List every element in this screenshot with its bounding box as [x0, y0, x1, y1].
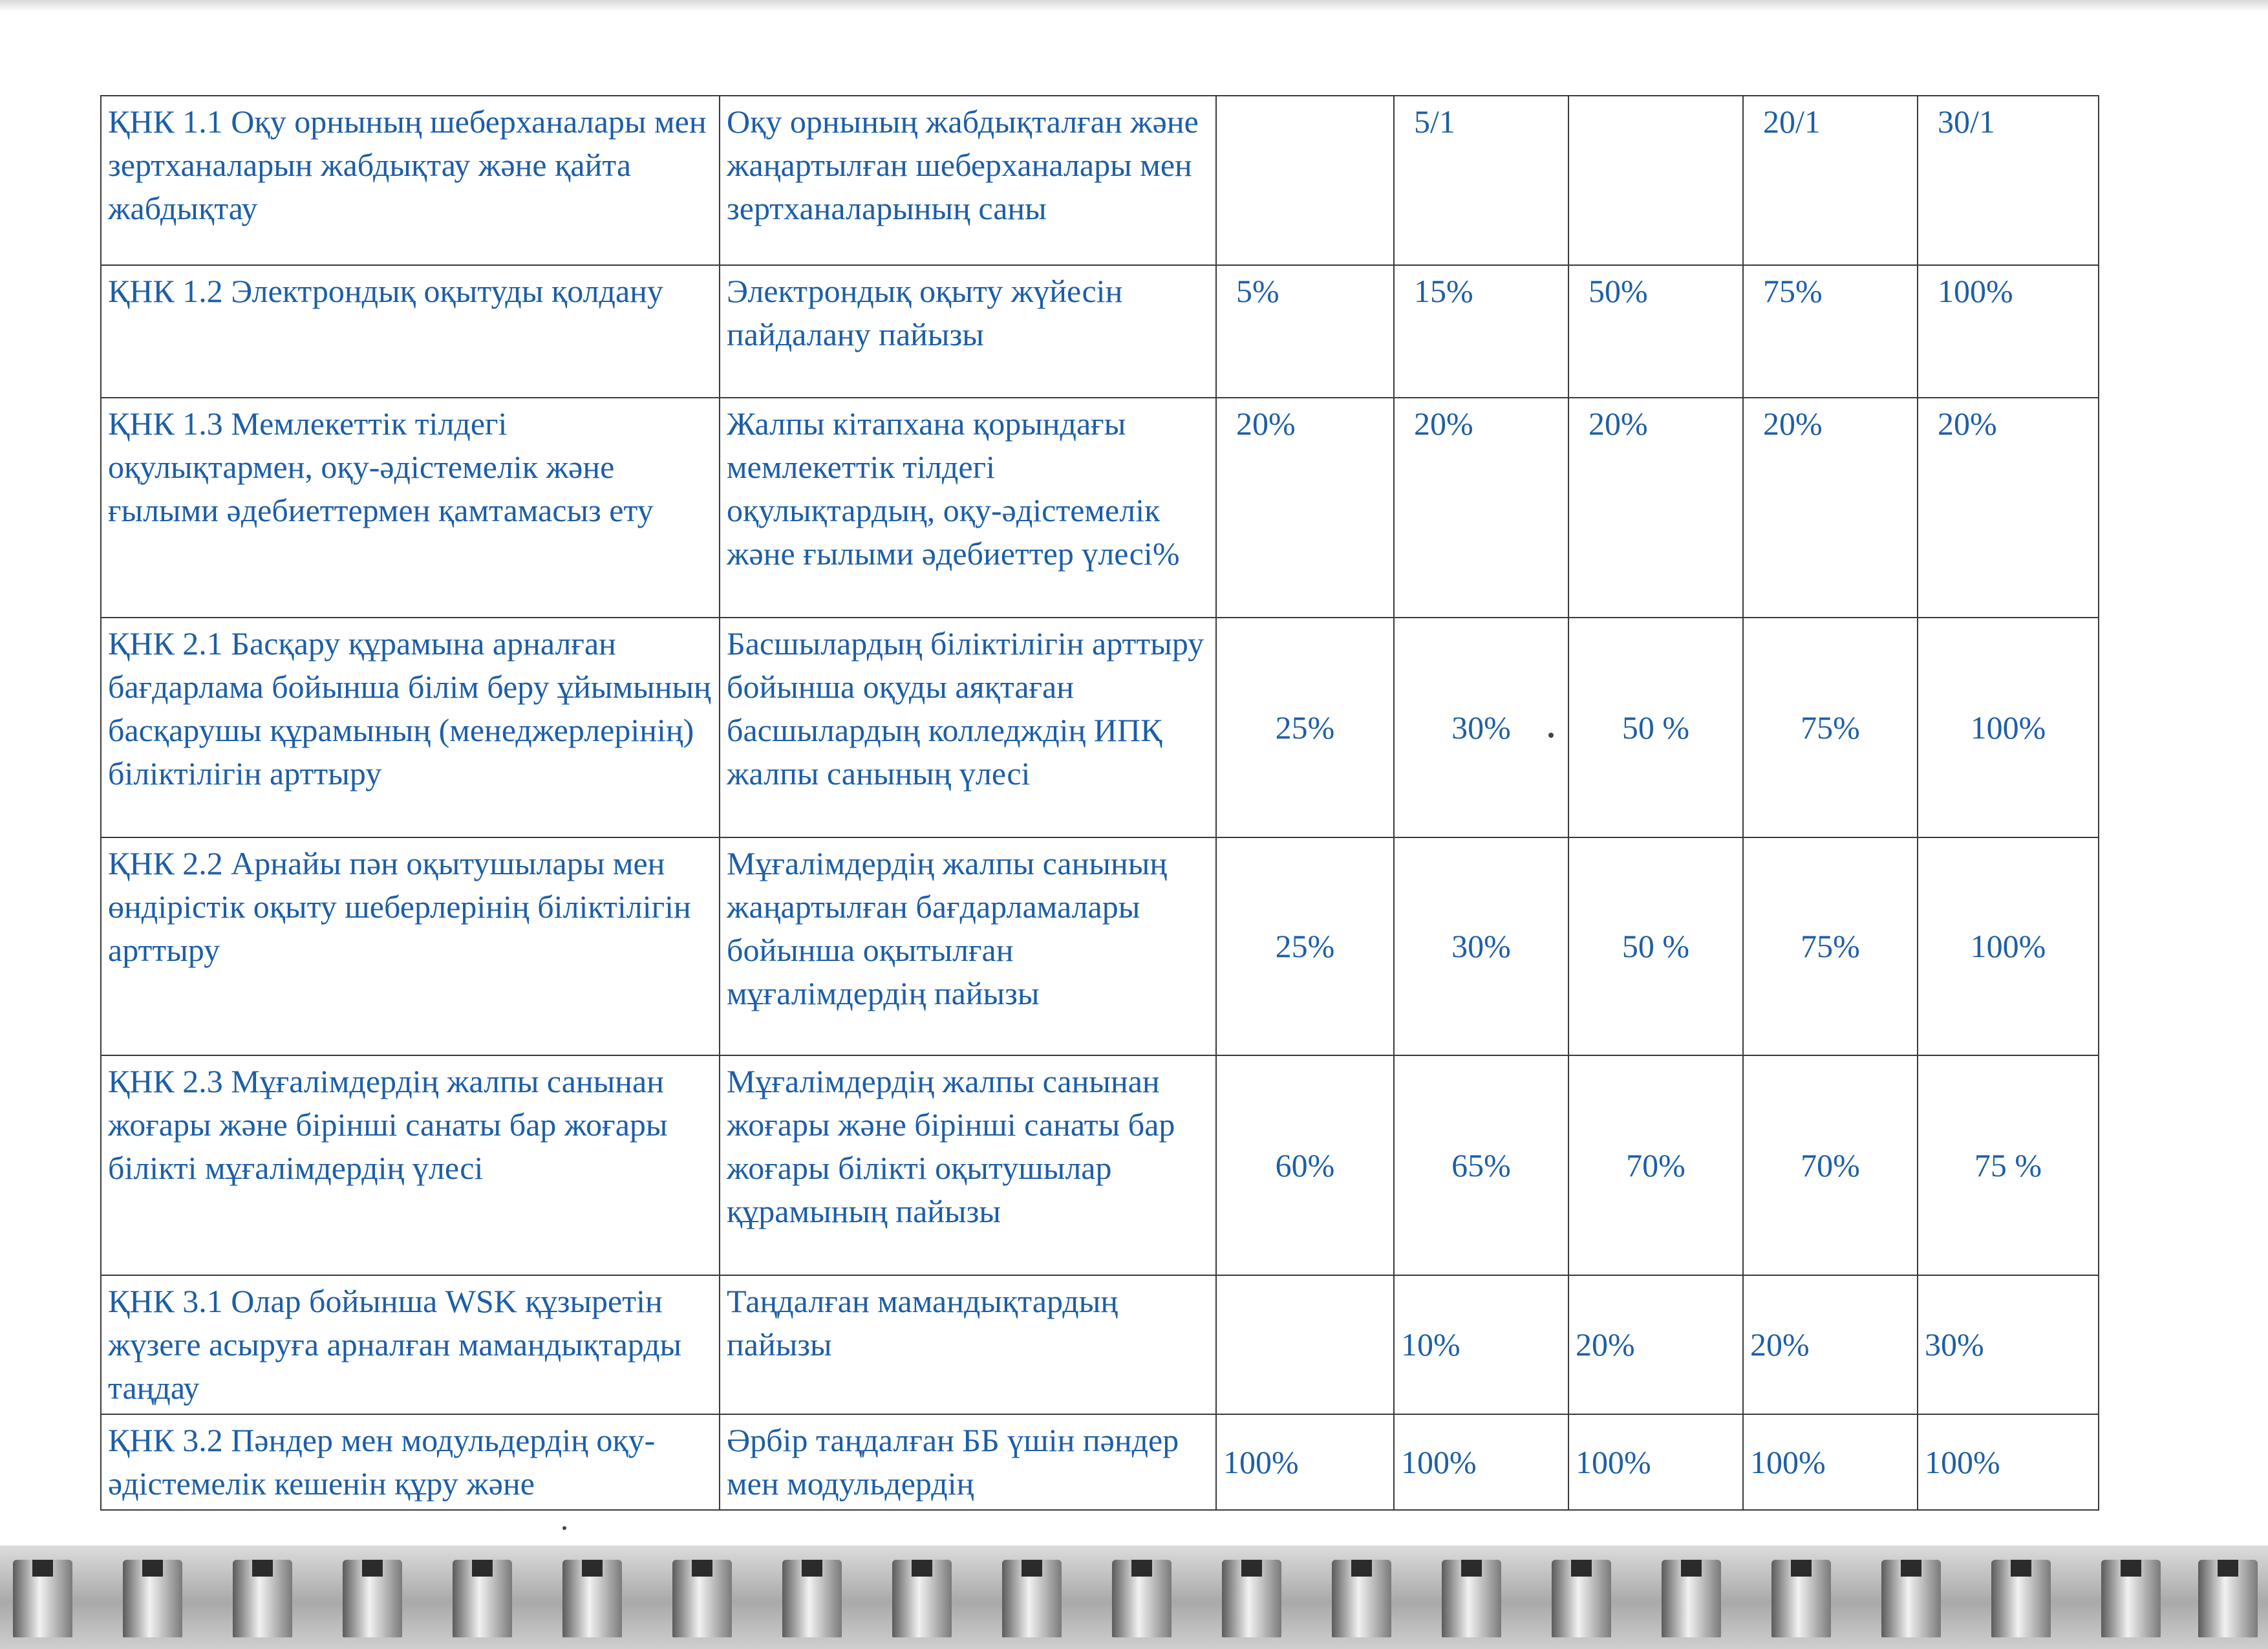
- value-cell: 100%: [1918, 265, 2099, 398]
- value-cell: 60%: [1216, 1055, 1394, 1275]
- table-row: [101, 398, 2099, 618]
- value-cell: 20/1: [1743, 96, 1918, 265]
- binding-ring: [1991, 1560, 2051, 1637]
- value-cell: 20%: [1743, 398, 1918, 618]
- binding-ring: [233, 1560, 292, 1637]
- value-cell: 50%: [1568, 265, 1743, 398]
- measure-cell: Әрбір таңдалған ББ үшін пәндер мен модульдердің: [720, 1414, 1216, 1510]
- indicator-cell: ҚНК 2.2 Арнайы пән оқытушылары мен өндірістік оқыту шеберлерінің біліктілігін арттыру: [101, 837, 720, 1055]
- table-row: [101, 618, 2099, 837]
- value-cell: 70%: [1743, 1055, 1918, 1275]
- indicator-cell: ҚНК 3.1 Олар бойынша WSK құзыретін жүзеге асыруға арналған мамандықтарды таңдау: [101, 1275, 720, 1414]
- binding-ring: [782, 1560, 842, 1637]
- indicator-cell: ҚНК 1.2 Электрондық оқытуды қолдану: [101, 265, 720, 398]
- table-row: [101, 1414, 2099, 1510]
- value-cell: 25%: [1216, 618, 1394, 837]
- value-cell: 100%: [1568, 1414, 1743, 1510]
- value-cell: 75%: [1743, 618, 1918, 837]
- spiral-binding: [0, 1546, 2268, 1649]
- value-cell: 50 %: [1568, 618, 1743, 837]
- value-cell: 20%: [1216, 398, 1394, 618]
- indicator-cell: ҚНК 2.3 Мұғалімдердің жалпы санынан жоғары және бірінші санаты бар жоғары білікті мұғалімдердің үлесі: [101, 1055, 720, 1275]
- binding-ring: [343, 1560, 402, 1637]
- binding-ring: [1552, 1560, 1611, 1637]
- measure-cell: Таңдалған мамандықтардың пайызы: [720, 1275, 1216, 1414]
- value-cell: 75%: [1743, 837, 1918, 1055]
- binding-ring: [1881, 1560, 1941, 1637]
- binding-ring: [1662, 1560, 1721, 1637]
- indicators-table: [100, 95, 2099, 1511]
- value-cell: 25%: [1216, 837, 1394, 1055]
- measure-cell: Мұғалімдердің жалпы санының жаңартылған бағдарламалары бойынша оқытылған мұғалімдердің пайызы: [720, 837, 1216, 1055]
- measure-cell: Электрондық оқыту жүйесін пайдалану пайызы: [720, 265, 1216, 398]
- binding-ring: [672, 1560, 732, 1637]
- binding-ring: [1442, 1560, 1501, 1637]
- binding-ring: [2101, 1560, 2161, 1637]
- binding-ring: [1332, 1560, 1391, 1637]
- binding-ring: [562, 1560, 622, 1637]
- binding-ring: [892, 1560, 952, 1637]
- value-cell: 30%: [1394, 618, 1568, 837]
- value-cell: [1216, 1275, 1394, 1414]
- indicator-cell: ҚНК 2.1 Басқару құрамына арналған бағдарлама бойынша білім беру ұйымының басқарушы құрамының (менеджерлерінің) біліктілігін арттыру: [101, 618, 720, 837]
- value-cell: 30%: [1394, 837, 1568, 1055]
- indicator-cell: ҚНК 1.3 Мемлекеттік тілдегі оқулықтармен, оқу-әдістемелік және ғылыми әдебиеттермен қамтамасыз ету: [101, 398, 720, 618]
- table-row: [101, 837, 2099, 1055]
- scan-speck: [562, 1526, 566, 1530]
- value-cell: 100%: [1394, 1414, 1568, 1510]
- scan-speck: [1548, 733, 1554, 738]
- value-cell: 100%: [1743, 1414, 1918, 1510]
- indicator-cell: ҚНК 3.2 Пәндер мен модульдердің оқу-әдістемелік кешенін құру және: [101, 1414, 720, 1510]
- value-cell: 100%: [1918, 618, 2099, 837]
- indicator-cell: ҚНК 1.1 Оқу орнының шеберханалары мен зертханаларын жабдықтау және қайта жабдықтау: [101, 96, 720, 265]
- value-cell: 100%: [1918, 1414, 2099, 1510]
- value-cell: [1568, 96, 1743, 265]
- binding-ring: [1222, 1560, 1281, 1637]
- value-cell: 65%: [1394, 1055, 1568, 1275]
- binding-ring: [1771, 1560, 1831, 1637]
- table-row: [101, 96, 2099, 265]
- value-cell: 15%: [1394, 265, 1568, 398]
- table-row: [101, 1275, 2099, 1414]
- value-cell: 20%: [1394, 398, 1568, 618]
- binding-ring: [1002, 1560, 1062, 1637]
- binding-ring: [2198, 1560, 2258, 1637]
- binding-ring: [123, 1560, 182, 1637]
- value-cell: 50 %: [1568, 837, 1743, 1055]
- binding-ring: [453, 1560, 512, 1637]
- measure-cell: Басшылардың біліктілігін арттыру бойынша оқуды аяқтаған басшылардың колледждің ИПҚ жалпы санының үлесі: [720, 618, 1216, 837]
- value-cell: 5/1: [1394, 96, 1568, 265]
- measure-cell: Оқу орнының жабдықталған және жаңартылған шеберханалары мен зертханаларының саны: [720, 96, 1216, 265]
- measure-cell: Мұғалімдердің жалпы санынан жоғары және бірінші санаты бар жоғары білікті оқытушылар құрамының пайызы: [720, 1055, 1216, 1275]
- value-cell: 100%: [1918, 837, 2099, 1055]
- binding-ring: [13, 1560, 72, 1637]
- value-cell: 20%: [1568, 1275, 1743, 1414]
- value-cell: 20%: [1568, 398, 1743, 618]
- value-cell: 30/1: [1918, 96, 2099, 265]
- value-cell: 5%: [1216, 265, 1394, 398]
- value-cell: 10%: [1394, 1275, 1568, 1414]
- binding-ring: [1112, 1560, 1171, 1637]
- value-cell: 30%: [1918, 1275, 2099, 1414]
- value-cell: 100%: [1216, 1414, 1394, 1510]
- value-cell: 75%: [1743, 265, 1918, 398]
- value-cell: [1216, 96, 1394, 265]
- table-row: [101, 265, 2099, 398]
- measure-cell: Жалпы кітапхана қорындағы мемлекеттік тілдегі оқулықтардың, оқу-әдістемелік және ғылыми әдебиеттер үлесі%: [720, 398, 1216, 618]
- value-cell: 75 %: [1918, 1055, 2099, 1275]
- value-cell: 20%: [1918, 398, 2099, 618]
- value-cell: 20%: [1743, 1275, 1918, 1414]
- scan-top-edge: [0, 0, 2268, 12]
- value-cell: 70%: [1568, 1055, 1743, 1275]
- table-row: [101, 1055, 2099, 1275]
